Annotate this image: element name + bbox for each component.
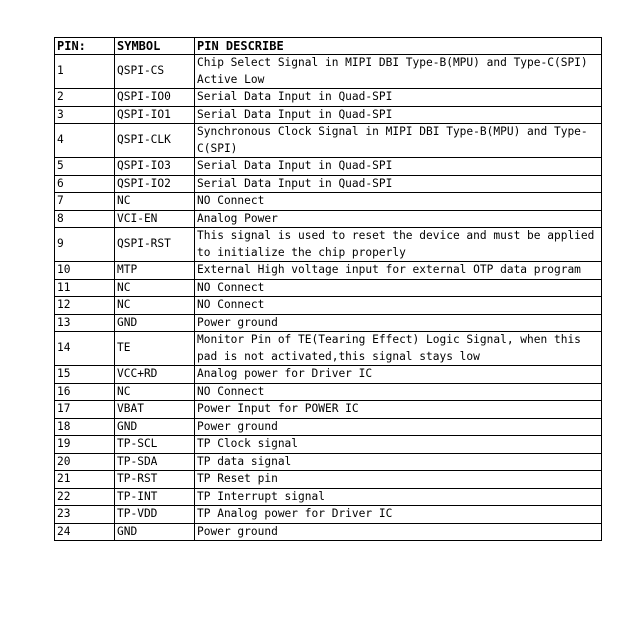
table-header-row [55,38,602,55]
header-pin-describe: PIN DESCRIBE [195,38,602,55]
pin-cell: 12 [55,297,115,315]
pin-cell: 18 [55,418,115,436]
table-row [55,262,602,280]
table-row [55,297,602,315]
symbol-cell: TP-SDA [115,453,195,471]
symbol-cell: GND [115,314,195,332]
symbol-cell: QSPI-CS [115,55,195,89]
table-row [55,314,602,332]
pin-cell: 14 [55,332,115,366]
pin-cell: 6 [55,175,115,193]
header-pin: PIN: [55,38,115,55]
describe-cell: NO Connect [195,297,602,315]
symbol-cell: NC [115,279,195,297]
table-row [55,401,602,419]
table-row [55,158,602,176]
describe-cell: Synchronous Clock Signal in MIPI DBI Type-B(MPU) and Type-C(SPI) [195,124,602,158]
symbol-cell: VBAT [115,401,195,419]
describe-cell: TP Analog power for Driver IC [195,506,602,524]
describe-cell: Serial Data Input in Quad-SPI [195,89,602,107]
describe-cell: TP Reset pin [195,471,602,489]
describe-cell: Power ground [195,523,602,541]
pin-cell: 2 [55,89,115,107]
table-row [55,453,602,471]
symbol-cell: VCI-EN [115,210,195,228]
describe-cell: TP Clock signal [195,436,602,454]
pin-cell: 7 [55,193,115,211]
table-row [55,488,602,506]
pin-cell: 8 [55,210,115,228]
symbol-cell: QSPI-IO3 [115,158,195,176]
table-row [55,55,602,89]
symbol-cell: NC [115,193,195,211]
table-row [55,418,602,436]
pin-cell: 17 [55,401,115,419]
table-row [55,366,602,384]
symbol-cell: TP-INT [115,488,195,506]
symbol-cell: GND [115,523,195,541]
symbol-cell: TE [115,332,195,366]
describe-cell: Power ground [195,314,602,332]
symbol-cell: QSPI-IO1 [115,106,195,124]
describe-cell: NO Connect [195,193,602,211]
pin-cell: 9 [55,228,115,262]
table-row [55,436,602,454]
describe-cell: Analog power for Driver IC [195,366,602,384]
table-row [55,228,602,262]
pin-cell: 10 [55,262,115,280]
table-row [55,523,602,541]
pin-cell: 13 [55,314,115,332]
describe-cell: Serial Data Input in Quad-SPI [195,158,602,176]
symbol-cell: GND [115,418,195,436]
describe-cell: Serial Data Input in Quad-SPI [195,106,602,124]
symbol-cell: TP-SCL [115,436,195,454]
pin-cell: 19 [55,436,115,454]
table-row [55,279,602,297]
pin-cell: 3 [55,106,115,124]
describe-cell: Monitor Pin of TE(Tearing Effect) Logic Signal, when this pad is not activated,this signal stays low [195,332,602,366]
pin-cell: 16 [55,383,115,401]
table-row [55,124,602,158]
pin-cell: 23 [55,506,115,524]
describe-cell: Serial Data Input in Quad-SPI [195,175,602,193]
table-row [55,383,602,401]
pin-cell: 20 [55,453,115,471]
pin-table [54,37,602,541]
table-row [55,332,602,366]
symbol-cell: NC [115,383,195,401]
pin-cell: 24 [55,523,115,541]
header-symbol: SYMBOL [115,38,195,55]
pin-cell: 5 [55,158,115,176]
pin-cell: 22 [55,488,115,506]
symbol-cell: QSPI-IO0 [115,89,195,107]
pin-cell: 4 [55,124,115,158]
symbol-cell: QSPI-CLK [115,124,195,158]
table-row [55,89,602,107]
pin-cell: 21 [55,471,115,489]
describe-cell: This signal is used to reset the device and must be applied to initialize the chip properly [195,228,602,262]
describe-cell: Power Input for POWER IC [195,401,602,419]
pin-cell: 15 [55,366,115,384]
describe-cell: TP Interrupt signal [195,488,602,506]
describe-cell: NO Connect [195,279,602,297]
symbol-cell: MTP [115,262,195,280]
table-row [55,106,602,124]
symbol-cell: QSPI-RST [115,228,195,262]
table-body [55,55,602,541]
table-row [55,506,602,524]
pin-cell: 1 [55,55,115,89]
pin-table-container [54,37,601,541]
pin-cell: 11 [55,279,115,297]
describe-cell: NO Connect [195,383,602,401]
symbol-cell: VCC+RD [115,366,195,384]
table-row [55,471,602,489]
table-row [55,210,602,228]
symbol-cell: TP-VDD [115,506,195,524]
describe-cell: Analog Power [195,210,602,228]
table-row [55,193,602,211]
describe-cell: TP data signal [195,453,602,471]
describe-cell: Chip Select Signal in MIPI DBI Type-B(MPU) and Type-C(SPI) Active Low [195,55,602,89]
symbol-cell: NC [115,297,195,315]
describe-cell: Power ground [195,418,602,436]
describe-cell: External High voltage input for external OTP data program [195,262,602,280]
symbol-cell: TP-RST [115,471,195,489]
table-row [55,175,602,193]
symbol-cell: QSPI-IO2 [115,175,195,193]
